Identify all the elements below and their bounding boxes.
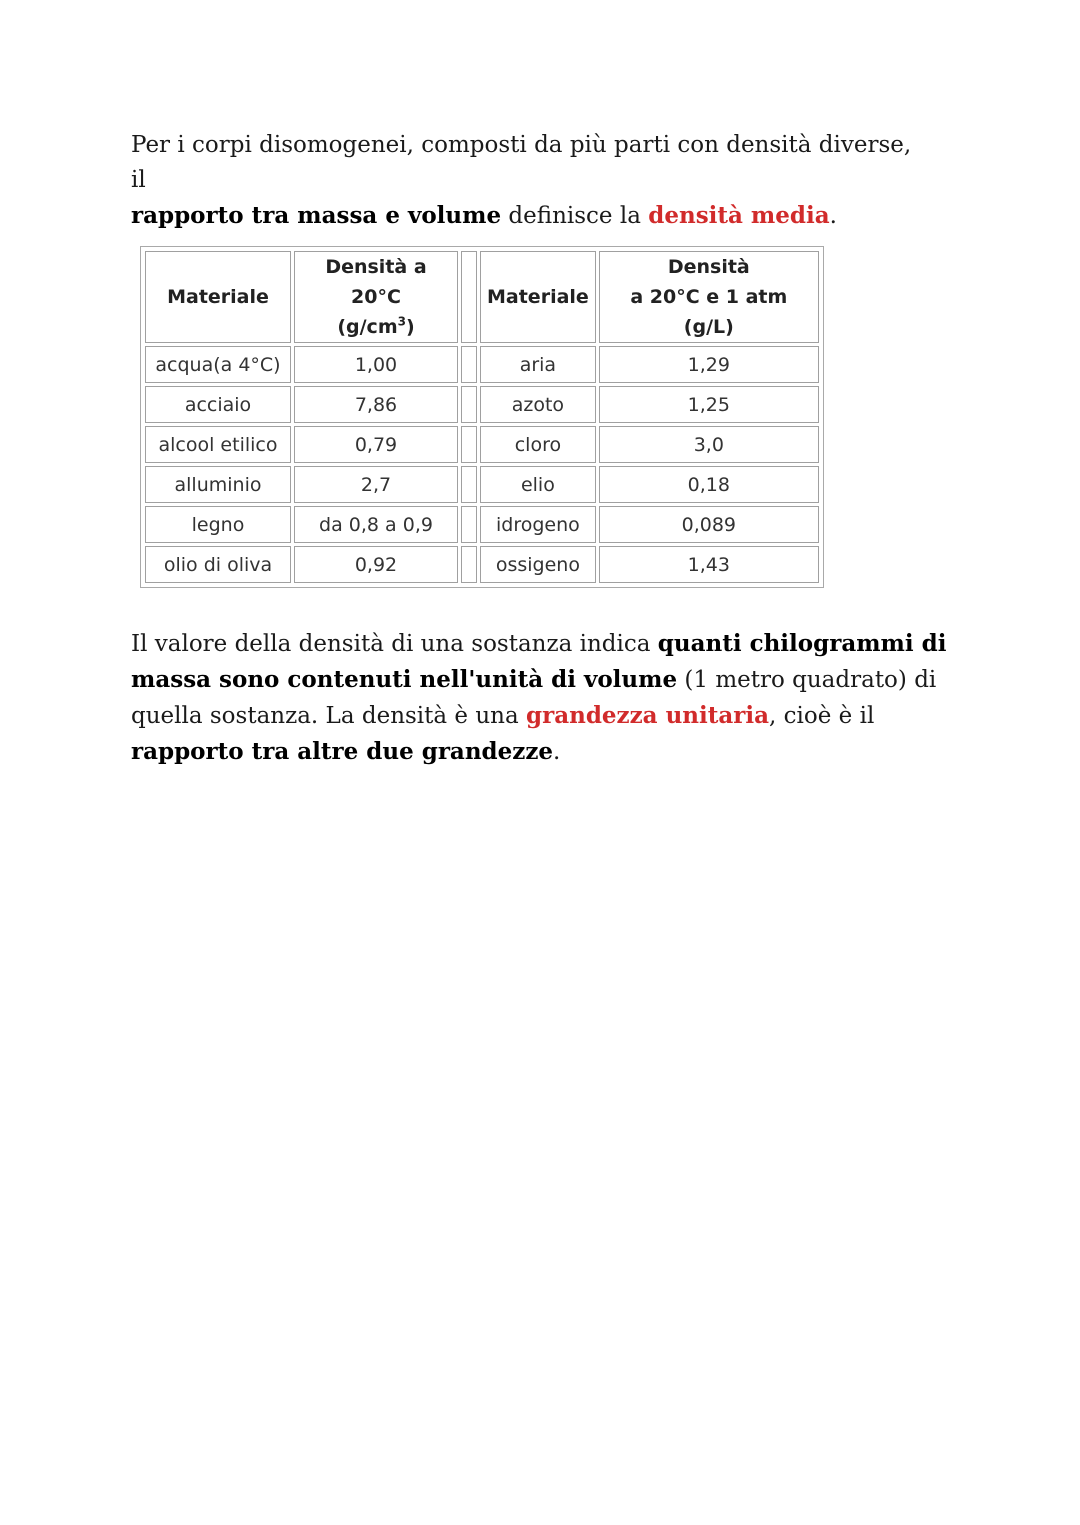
cell-material-left: alluminio <box>145 466 291 503</box>
cell-spacer <box>461 346 477 383</box>
header-materiale-right: Materiale <box>480 251 596 343</box>
intro-end: . <box>829 203 837 229</box>
document-page <box>131 128 951 770</box>
table-row <box>145 386 819 423</box>
header-densita-left-sup: 3 <box>397 314 406 329</box>
cell-density-right: 3,0 <box>599 426 819 463</box>
intro-bold: rapporto tra massa e volume <box>131 202 502 229</box>
table-row <box>145 506 819 543</box>
header-densita-left-line1: Densità a 20°C <box>325 256 427 308</box>
cell-material-right: idrogeno <box>480 506 596 543</box>
body-bold-1: quanti chilogrammi di massa sono contenuti nell'unità di volume <box>131 630 947 693</box>
cell-density-left: 7,86 <box>294 386 458 423</box>
intro-paragraph <box>131 128 931 234</box>
intro-text: Per i corpi disomogenei, composti da più parti con densità diverse, il <box>131 132 912 193</box>
cell-density-left: 2,7 <box>294 466 458 503</box>
header-densita-left <box>294 251 458 343</box>
cell-material-right: cloro <box>480 426 596 463</box>
cell-material-left: acqua(a 4°C) <box>145 346 291 383</box>
cell-density-right: 0,18 <box>599 466 819 503</box>
body-text-3: , cioè è il <box>769 703 875 729</box>
intro-highlight: densità media <box>648 202 830 229</box>
body-highlight: grandezza unitaria <box>526 702 770 729</box>
table-row <box>145 346 819 383</box>
cell-spacer <box>461 386 477 423</box>
intro-mid: definisce la <box>501 203 649 229</box>
cell-spacer <box>461 506 477 543</box>
cell-spacer <box>461 466 477 503</box>
cell-material-right: aria <box>480 346 596 383</box>
density-table-frame <box>140 246 824 588</box>
cell-density-left: 0,79 <box>294 426 458 463</box>
cell-material-left: acciaio <box>145 386 291 423</box>
cell-density-right: 0,089 <box>599 506 819 543</box>
table-row <box>145 546 819 583</box>
body-text-4: . <box>553 739 561 765</box>
cell-spacer <box>461 426 477 463</box>
header-densita-left-unit-post: ) <box>405 316 415 338</box>
cell-material-left: olio di oliva <box>145 546 291 583</box>
cell-density-right: 1,25 <box>599 386 819 423</box>
header-densita-right <box>599 251 819 343</box>
header-densita-left-unit-pre: (g/cm <box>337 316 398 338</box>
cell-material-left: alcool etilico <box>145 426 291 463</box>
body-bold-2: rapporto tra altre due grandezze <box>131 738 554 765</box>
density-table <box>142 248 822 586</box>
cell-density-left: 1,00 <box>294 346 458 383</box>
table-row <box>145 466 819 503</box>
cell-density-right: 1,43 <box>599 546 819 583</box>
cell-spacer <box>461 546 477 583</box>
cell-density-left: 0,92 <box>294 546 458 583</box>
table-row <box>145 426 819 463</box>
cell-material-right: elio <box>480 466 596 503</box>
cell-material-right: azoto <box>480 386 596 423</box>
body-paragraph <box>131 626 951 770</box>
cell-material-right: ossigeno <box>480 546 596 583</box>
cell-density-left: da 0,8 a 0,9 <box>294 506 458 543</box>
body-text-2: (1 metro quadrato) di quella sostanza. La densità è una <box>131 667 937 729</box>
header-densita-right-line2: a 20°C e 1 atm (g/L) <box>630 286 788 338</box>
header-spacer <box>461 251 477 343</box>
cell-density-right: 1,29 <box>599 346 819 383</box>
header-materiale-left: Materiale <box>145 251 291 343</box>
header-densita-right-line1: Densità <box>667 256 750 278</box>
body-text-1: Il valore della densità di una sostanza indica <box>131 631 658 657</box>
cell-material-left: legno <box>145 506 291 543</box>
table-header-row <box>145 251 819 343</box>
